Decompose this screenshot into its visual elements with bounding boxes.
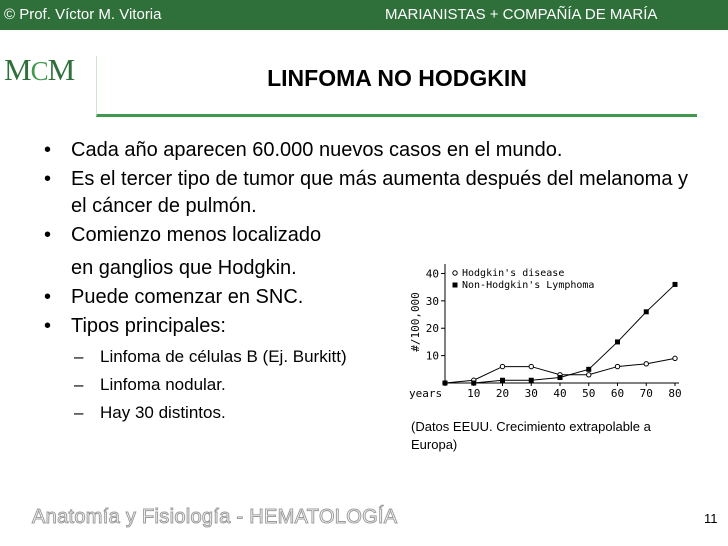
bullet-text: Comienzo menos localizado bbox=[71, 224, 322, 246]
legend-marker-hodgkin bbox=[453, 271, 457, 275]
x-tick-label: 70 bbox=[639, 387, 653, 400]
y-tick-label: 20 bbox=[425, 322, 439, 336]
bullet-dot-icon: • bbox=[44, 139, 52, 161]
institution-name: MARIANISTAS + COMPAÑÍA DE MARÍA bbox=[385, 6, 658, 23]
mcm-logo bbox=[4, 52, 74, 102]
hodgkin-point bbox=[500, 364, 504, 368]
nonhodgkin-point bbox=[615, 339, 620, 344]
hodgkin-point bbox=[529, 364, 533, 368]
nonhodgkin-point bbox=[673, 282, 678, 287]
x-tick-label: 30 bbox=[524, 387, 538, 400]
dash-icon: – bbox=[74, 347, 84, 366]
bullet-dot-icon: • bbox=[44, 286, 52, 308]
y-tick-label: 40 bbox=[425, 267, 439, 281]
nonhodgkin-point bbox=[644, 309, 649, 314]
dash-icon: – bbox=[74, 375, 84, 394]
title-box bbox=[96, 56, 697, 117]
hodgkin-point bbox=[615, 364, 619, 368]
series-line-2 bbox=[445, 284, 675, 383]
hodgkin-point bbox=[673, 356, 677, 360]
author-credit: © Prof. Víctor M. Vitoria bbox=[4, 6, 162, 23]
slide-title: LINFOMA NO HODGKIN bbox=[267, 65, 527, 91]
legend-marker-nonhodgkin bbox=[453, 283, 458, 288]
incidence-chart bbox=[405, 250, 690, 405]
nonhodgkin-point bbox=[586, 367, 591, 372]
bullet-dot-icon: • bbox=[44, 315, 52, 337]
hodgkin-point bbox=[644, 362, 648, 366]
bullet-dot-icon: • bbox=[44, 168, 52, 190]
legend-label: Non-Hodgkin's Lymphoma bbox=[462, 280, 595, 291]
nonhodgkin-point bbox=[558, 375, 563, 380]
x-tick-label: 80 bbox=[668, 387, 682, 400]
logo-m2: M bbox=[47, 52, 75, 87]
x-tick-label: 10 bbox=[467, 387, 481, 400]
logo-m1: M bbox=[4, 52, 31, 87]
legend-label: Hodgkin's disease bbox=[462, 268, 565, 279]
dash-icon: – bbox=[74, 403, 84, 422]
sub-bullet-text: Linfoma nodular. bbox=[100, 375, 226, 394]
x-tick-label: 40 bbox=[553, 387, 567, 400]
x-axis-prefix: years bbox=[409, 387, 443, 400]
page-number: 11 bbox=[704, 511, 718, 526]
hodgkin-point bbox=[587, 373, 591, 377]
bullet-text: Es el tercer tipo de tumor que más aumenta después del melanoma y el cáncer de pulmón. bbox=[71, 168, 688, 217]
nonhodgkin-point bbox=[443, 381, 448, 386]
x-tick-label: 60 bbox=[610, 387, 625, 400]
nonhodgkin-point bbox=[500, 378, 505, 383]
bullet-continuation: en ganglios que Hodgkin. bbox=[71, 257, 297, 279]
sub-bullet-text: Hay 30 distintos. bbox=[100, 403, 226, 422]
x-tick-label: 50 bbox=[582, 387, 596, 400]
y-axis-label: #/100,000 bbox=[409, 292, 422, 352]
sub-bullet-text: Linfoma de células B (Ej. Burkitt) bbox=[100, 347, 347, 366]
bullet-dot-icon: • bbox=[44, 224, 52, 246]
bullet-text: Tipos principales: bbox=[71, 315, 226, 337]
bullet-item bbox=[44, 166, 704, 220]
y-tick-label: 10 bbox=[425, 349, 439, 363]
footer-subject: Anatomía y Fisiología - HEMATOLOGÍA bbox=[32, 506, 398, 528]
header-bar bbox=[0, 0, 728, 30]
nonhodgkin-point bbox=[471, 381, 476, 386]
logo-c: C bbox=[30, 56, 48, 86]
bullet-text: Cada año aparecen 60.000 nuevos casos en el mundo. bbox=[71, 139, 563, 161]
bullet-text: Puede comenzar en SNC. bbox=[71, 286, 304, 308]
nonhodgkin-point bbox=[529, 378, 534, 383]
chart-caption: (Datos EEUU. Crecimiento extrapolable a Europa) bbox=[411, 419, 651, 452]
bullet-item bbox=[44, 222, 704, 249]
x-tick-label: 20 bbox=[495, 387, 510, 400]
bullet-item bbox=[44, 137, 704, 164]
y-tick-label: 30 bbox=[425, 294, 439, 308]
